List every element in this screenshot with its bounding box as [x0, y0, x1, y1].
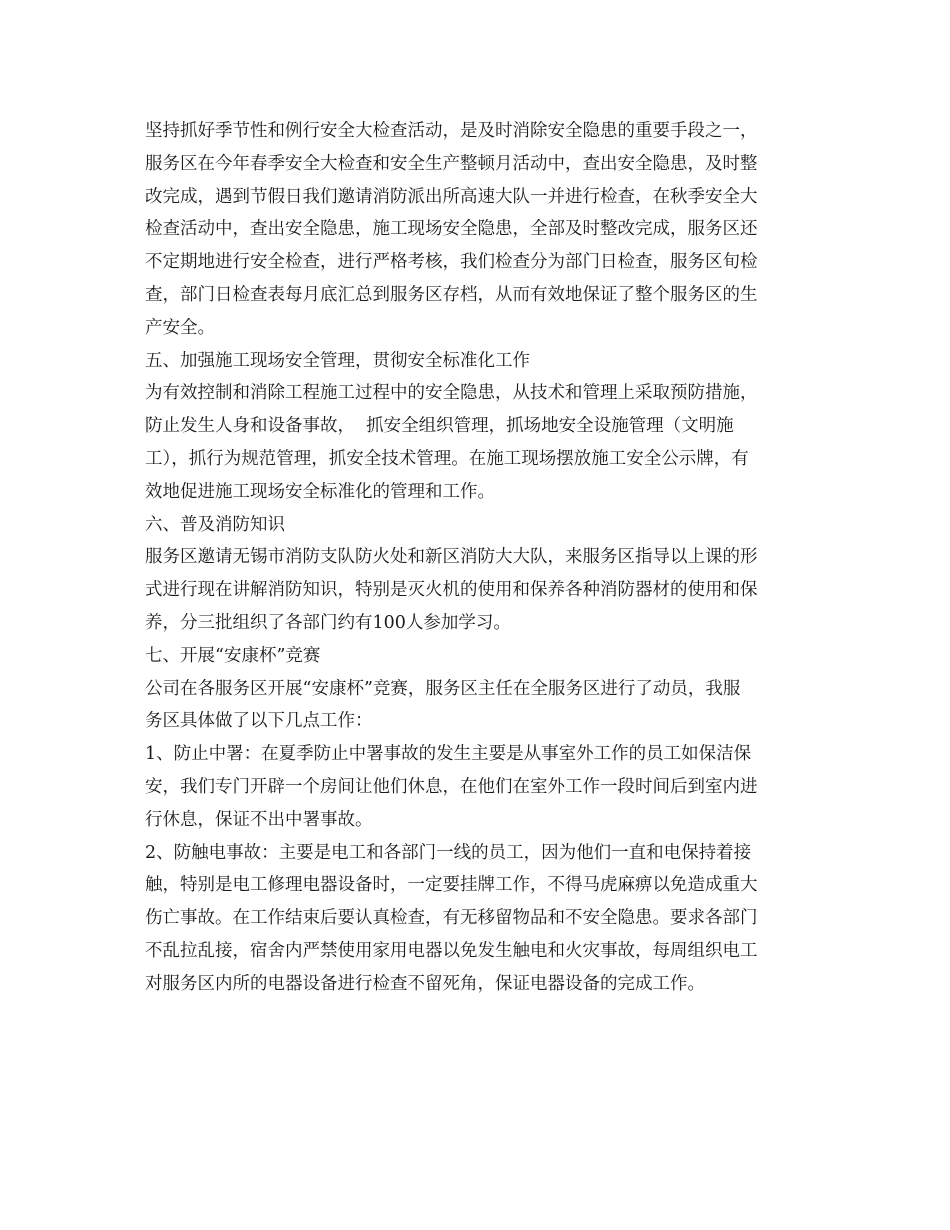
text-line: 不定期地进行安全检查，进行严格考核，我们检查分为部门日检查，服务区旬检	[145, 252, 758, 273]
section-heading-5	[145, 345, 810, 378]
text-line: 改完成，遇到节假日我们邀请消防派出所高速大队一并进行检查，在秋季安全大	[145, 186, 758, 207]
text-line: 式进行现在讲解消防知识，特别是灭火机的使用和保养各种消防器材的使用和保	[145, 580, 758, 601]
heading-line: 六、普及消防知识	[145, 514, 285, 535]
text-line: 为有效控制和消除工程施工过程中的安全隐患，从技术和管理上采取预防措施，	[145, 383, 758, 404]
document-body	[145, 115, 810, 1001]
section-heading-7	[145, 640, 810, 673]
text-line: 工），抓行为规范管理，抓安全技术管理。在施工现场摆放施工安全公示牌，有	[145, 448, 749, 469]
paragraph-safety-inspection	[145, 115, 810, 345]
text-line: 伤亡事故。在工作结束后要认真检查，有无移留物品和不安全隐患。要求各部门	[145, 908, 758, 929]
list-item-heatstroke-prevention	[145, 738, 810, 836]
text-line: 安，我们专门开辟一个房间让他们休息，在他们在室外工作一段时间后到室内进	[145, 776, 758, 797]
paragraph-construction-safety	[145, 377, 810, 508]
text-line: 检查活动中，查出安全隐患，施工现场安全隐患，全部及时整改完成，服务区还	[145, 219, 758, 240]
section-heading-6	[145, 509, 810, 542]
text-line: 查，部门日检查表每月底汇总到服务区存档，从而有效地保证了整个服务区的生	[145, 284, 758, 305]
text-line: 效地促进施工现场安全标准化的管理和工作。	[145, 481, 495, 502]
text-line: 不乱拉乱接，宿舍内严禁使用家用电器以免发生触电和火灾事故，每周组织电工	[145, 940, 758, 961]
text-line: 服务区在今年春季安全大检查和安全生产整顿月活动中，查出安全隐患，及时整	[145, 153, 758, 174]
text-line: 服务区邀请无锡市消防支队防火处和新区消防大大队，来服务区指导以上课的形	[145, 547, 758, 568]
text-line: 触，特别是电工修理电器设备时，一定要挂牌工作，不得马虎麻痹以免造成重大	[145, 875, 758, 896]
text-line: 对服务区内所的电器设备进行检查不留死角，保证电器设备的完成工作。	[145, 973, 705, 994]
text-line: 坚持抓好季节性和例行安全大检查活动，是及时消除安全隐患的重要手段之一，	[145, 121, 758, 141]
text-line: 2、防触电事故：主要是电工和各部门一线的员工，因为他们一直和电保持着接	[145, 842, 752, 863]
list-item-electric-shock-prevention	[145, 837, 810, 1001]
text-line: 行休息，保证不出中署事故。	[145, 809, 373, 830]
heading-line: 五、加强施工现场安全管理，贯彻安全标准化工作	[145, 350, 530, 371]
paragraph-fire-knowledge	[145, 541, 810, 639]
heading-line: 七、开展“安康杯”竞赛	[145, 645, 321, 666]
text-line: 务区具体做了以下几点工作：	[145, 711, 373, 732]
text-line: 1、防止中署：在夏季防止中署事故的发生主要是从事室外工作的员工如保洁保	[145, 744, 752, 765]
text-line: 产安全。	[145, 317, 215, 338]
text-line: 公司在各服务区开展“安康杯”竞赛，服务区主任在全服务区进行了动员，我服	[145, 678, 741, 699]
text-line: 防止发生人身和设备事故， 抓安全组织管理，抓场地安全设施管理（文明施	[145, 416, 734, 437]
paragraph-ankang-cup	[145, 673, 810, 739]
text-line: 养，分三批组织了各部门约有100人参加学习。	[145, 612, 511, 633]
